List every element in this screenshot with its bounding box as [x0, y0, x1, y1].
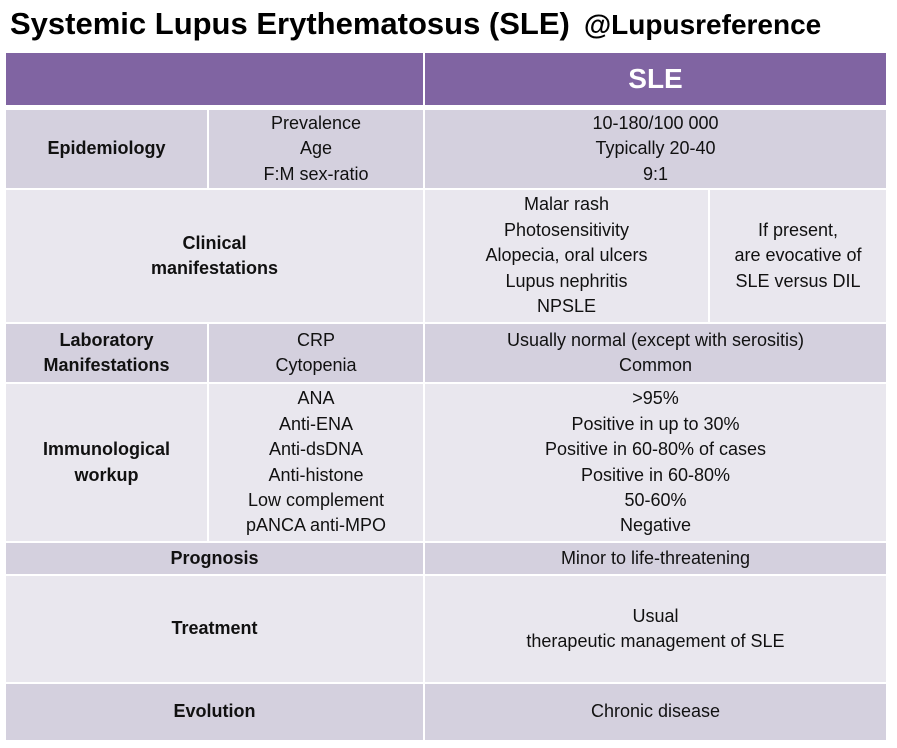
clinical-note-line3: SLE versus DIL	[735, 270, 861, 291]
clinical-photosensitivity: Photosensitivity	[503, 219, 630, 240]
prognosis-label: Prognosis	[170, 547, 259, 568]
evolution-value: Chronic disease	[590, 701, 721, 722]
prognosis-value-cell	[425, 543, 886, 574]
param-anti-dsdna: Anti-dsDNA	[268, 439, 364, 460]
immunological-label-cell	[6, 384, 207, 541]
header-sle-cell	[425, 53, 886, 105]
immunological-params-cell	[209, 384, 423, 541]
clinical-note-line2: are evocative of	[734, 245, 862, 266]
immunological-values-cell	[425, 384, 886, 541]
value-crp: Usually normal (except with serositis)	[506, 329, 805, 350]
clinical-label-line2: manifestations	[150, 258, 279, 278]
value-anti-histone: Positive in 60-80%	[580, 464, 731, 485]
page-title	[10, 6, 821, 42]
immunological-label-line1: Immunological	[42, 439, 170, 460]
value-cytopenia: Common	[618, 355, 693, 375]
param-anti-ena: Anti-ENA	[278, 413, 354, 434]
epidemiology-params-cell	[209, 110, 423, 188]
clinical-label-line1: Clinical	[182, 232, 247, 253]
value-age: Typically 20-40	[595, 138, 716, 159]
laboratory-label-line2: Manifestations	[43, 355, 170, 375]
value-panca: Negative	[619, 515, 692, 536]
param-prevalence: Prevalence	[270, 112, 362, 133]
clinical-npsle: NPSLE	[536, 296, 597, 317]
param-anti-histone: Anti-histone	[268, 464, 364, 485]
param-low-complement: Low complement	[247, 489, 385, 510]
laboratory-label-cell	[6, 324, 207, 382]
clinical-values-cell	[425, 190, 708, 322]
laboratory-values-cell	[425, 324, 886, 382]
clinical-note-cell	[710, 190, 886, 322]
laboratory-params-cell	[209, 324, 423, 382]
epidemiology-label: Epidemiology	[47, 138, 166, 159]
value-prevalence: 10-180/100 000	[592, 112, 719, 133]
immunological-label-line2: workup	[74, 464, 139, 485]
param-sex-ratio: F:M sex-ratio	[263, 163, 369, 184]
treatment-value-line1: Usual	[632, 605, 679, 626]
evolution-label-cell	[6, 684, 423, 740]
value-sex-ratio: 9:1	[642, 163, 669, 184]
param-panca: pANCA anti-MPO	[245, 515, 387, 536]
treatment-value-line2: therapeutic management of SLE	[526, 631, 785, 651]
value-ana: >95%	[632, 388, 679, 409]
param-ana: ANA	[297, 388, 335, 409]
evolution-label: Evolution	[173, 701, 256, 722]
epidemiology-label-cell	[6, 110, 207, 188]
evolution-value-cell	[425, 684, 886, 740]
param-crp: CRP	[296, 329, 335, 350]
title-text: Systemic Lupus Erythematosus (SLE)	[10, 6, 570, 41]
laboratory-label-line1: Laboratory	[59, 329, 154, 350]
value-anti-ena: Positive in up to 30%	[571, 413, 740, 434]
param-cytopenia: Cytopenia	[275, 355, 357, 375]
treatment-label: Treatment	[171, 618, 258, 639]
header-left-cell	[6, 53, 423, 105]
treatment-label-cell	[6, 576, 423, 682]
value-anti-dsdna: Positive in 60-80% of cases	[544, 439, 767, 460]
clinical-alopecia: Alopecia, oral ulcers	[485, 245, 648, 266]
clinical-note-line1: If present,	[757, 219, 839, 240]
clinical-malar-rash: Malar rash	[523, 194, 610, 215]
prognosis-label-cell	[6, 543, 423, 574]
clinical-label-cell	[6, 190, 423, 322]
epidemiology-values-cell	[425, 110, 886, 188]
treatment-value-cell	[425, 576, 886, 682]
clinical-nephritis: Lupus nephritis	[505, 270, 628, 291]
header-sle-label: SLE	[628, 63, 683, 95]
prognosis-value: Minor to life-threatening	[560, 547, 751, 568]
param-age: Age	[299, 138, 333, 159]
author-handle: @Lupusreference	[583, 9, 822, 40]
value-low-complement: 50-60%	[624, 489, 687, 510]
